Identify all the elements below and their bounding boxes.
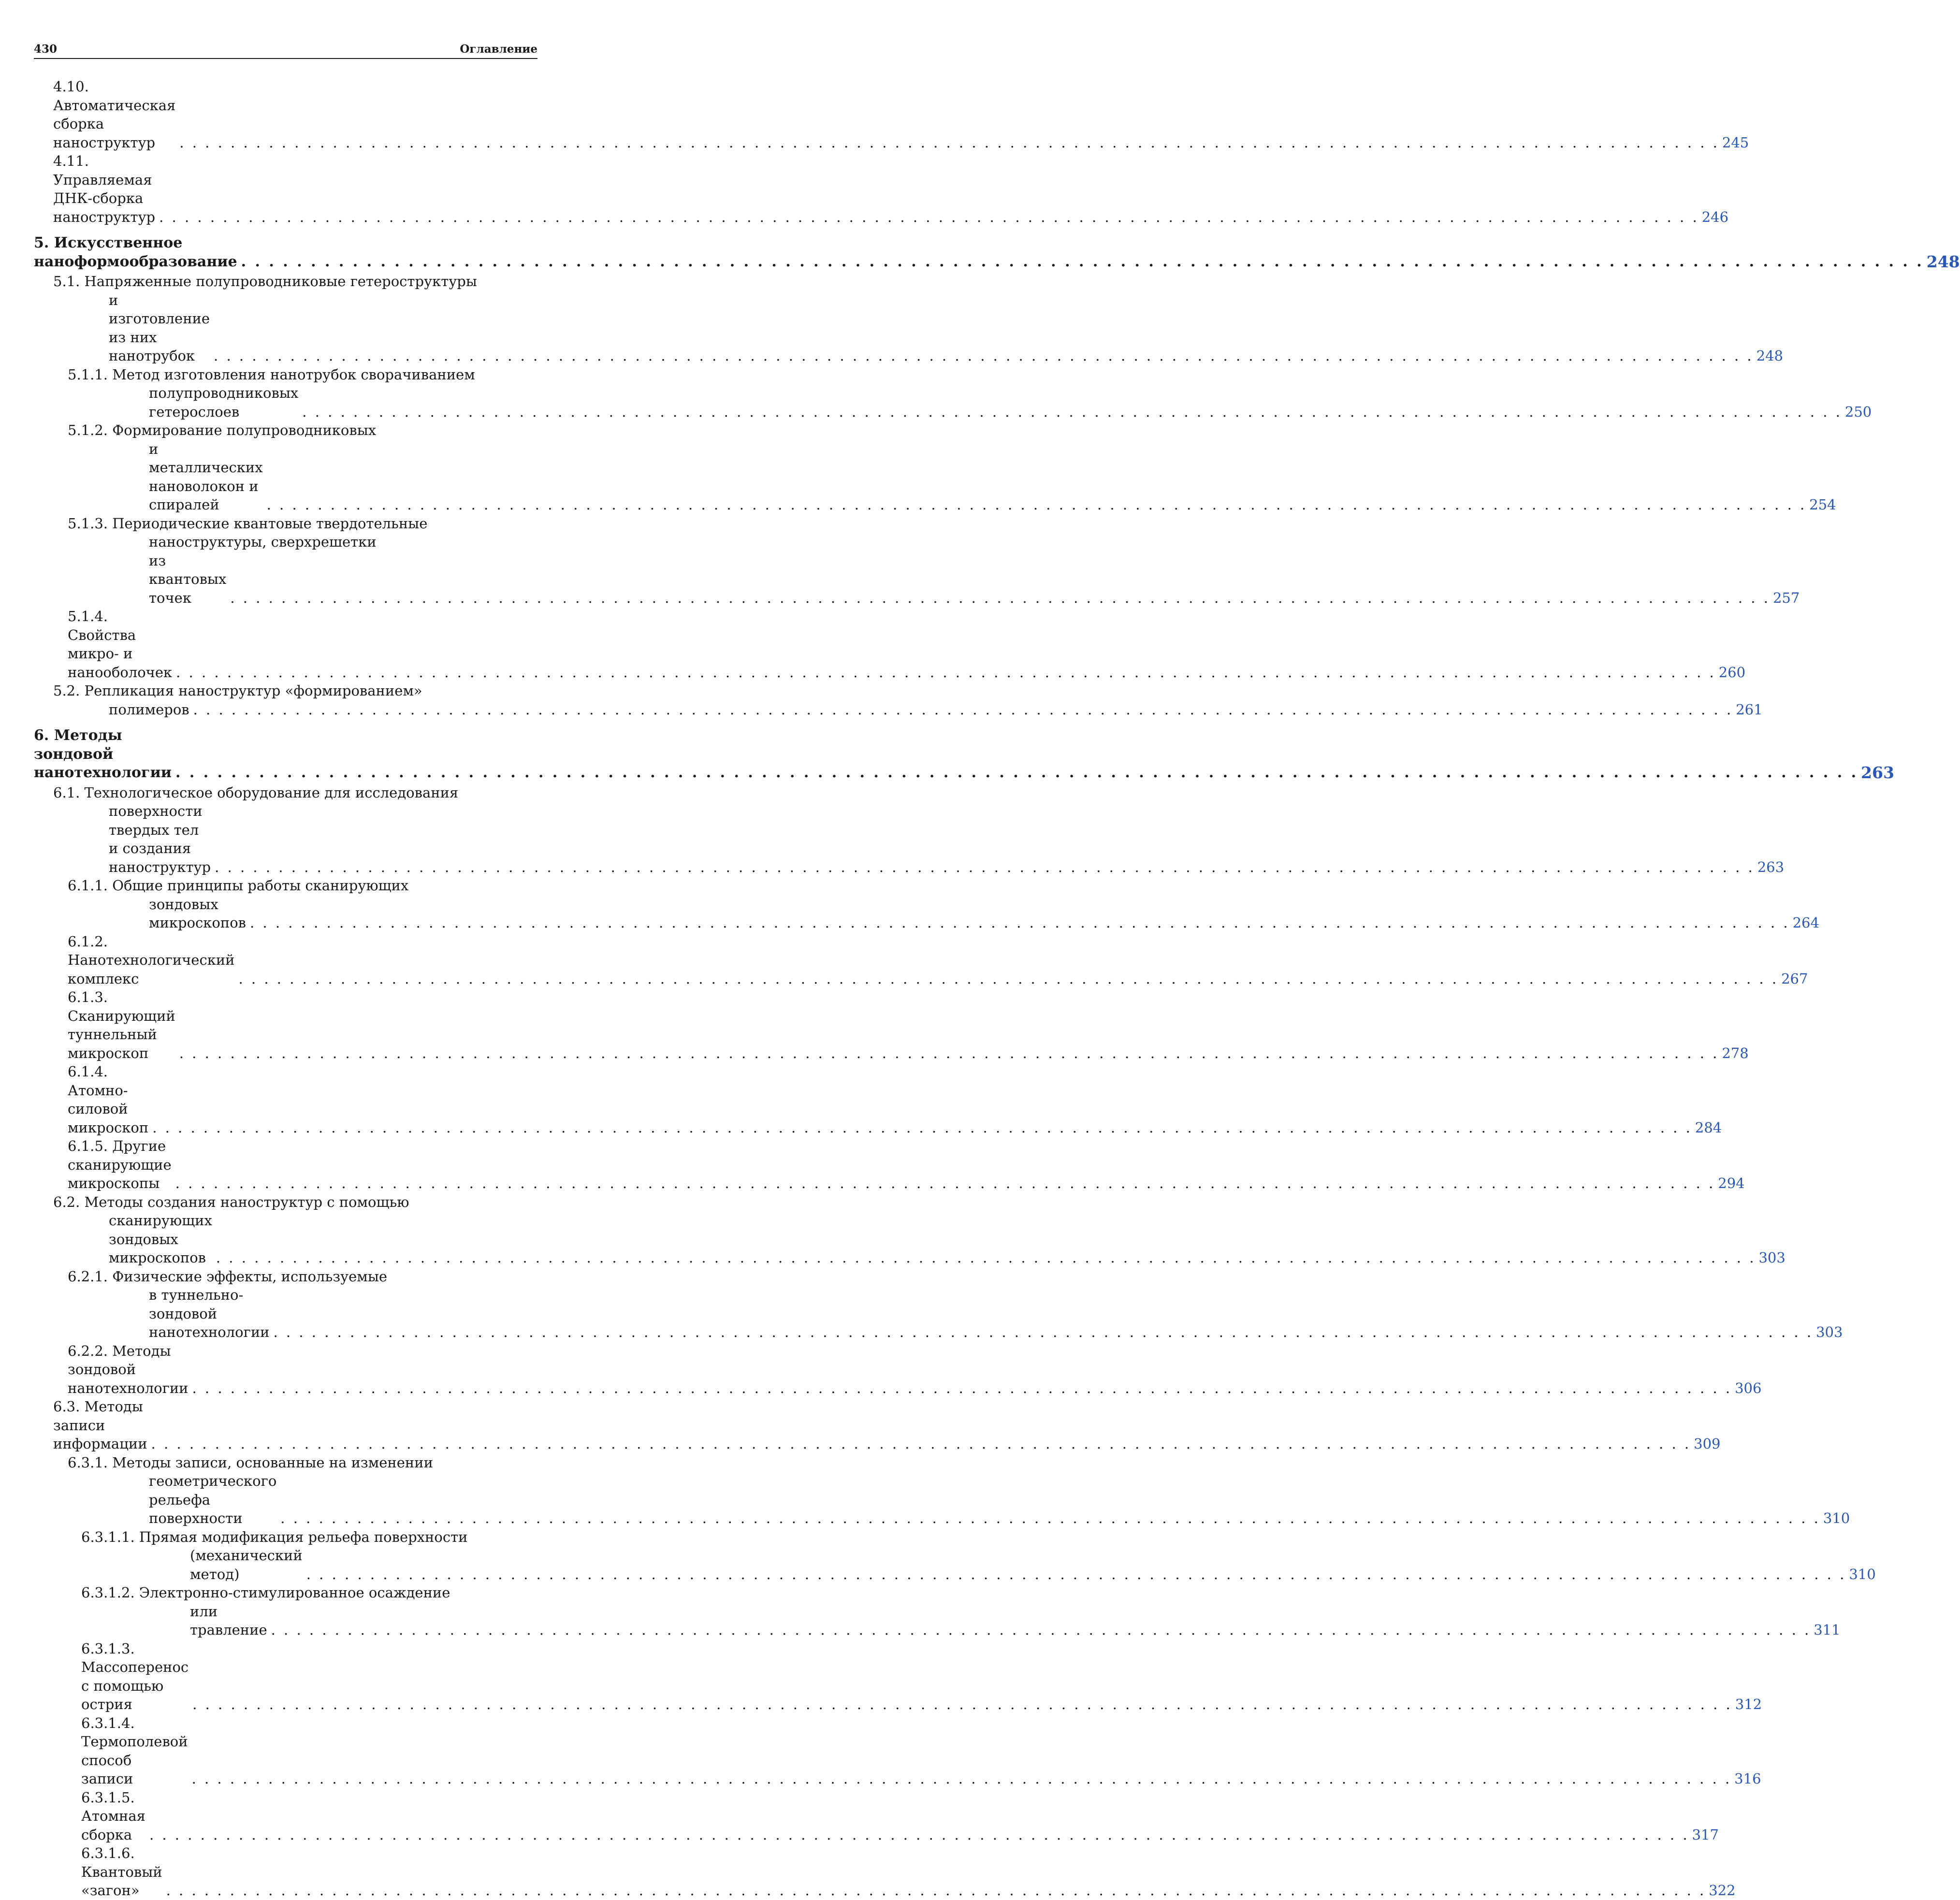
toc-entry-title: 6.1.2. Нанотехнологический комплекс	[68, 933, 235, 987]
toc-entry-title: полупроводниковых гетерослоев	[149, 385, 299, 420]
dot-leader	[193, 700, 1733, 719]
toc-entry-title: 4.11. Управляемая ДНК-сборка наноструктур	[53, 153, 156, 225]
dot-leader	[215, 858, 1755, 877]
toc-entry-title: геометрического рельефа поверхности	[149, 1473, 277, 1526]
toc-entry	[34, 1267, 1843, 1342]
toc-entry-title: 6.3.1.3. Массоперенос с помощью острия	[81, 1640, 189, 1712]
toc-page-number[interactable]: 261	[1736, 701, 1763, 718]
toc-entry-title: 6.1.5. Другие сканирующие микроскопы	[68, 1138, 172, 1191]
toc-entry	[34, 1844, 1736, 1900]
toc-page-number[interactable]: 306	[1735, 1379, 1762, 1396]
table-of-contents	[34, 77, 1960, 1900]
toc-entry	[34, 1788, 1719, 1844]
dot-leader	[179, 1044, 1719, 1063]
toc-page-number[interactable]: 267	[1781, 970, 1808, 987]
toc-page-number[interactable]: 245	[1722, 134, 1749, 151]
toc-entry	[34, 1193, 1786, 1267]
toc-chapter	[34, 726, 1894, 783]
toc-entry	[34, 1639, 1762, 1714]
dot-leader	[149, 1826, 1689, 1844]
toc-entry-title: 5.1.4. Свойства микро- и нанооболочек	[68, 608, 173, 681]
toc-entry-title: 6.3.1. Методы записи, основанные на изменении	[68, 1454, 433, 1471]
dot-leader	[250, 914, 1790, 932]
toc-entry	[34, 1528, 1876, 1584]
dot-leader	[280, 1509, 1820, 1528]
toc-entry	[34, 1137, 1745, 1193]
toc-entry	[34, 682, 1763, 719]
toc-page-number[interactable]: 248	[1756, 348, 1784, 364]
dot-leader	[271, 1621, 1811, 1639]
toc-entry-title: и изготовление из них нанотрубок	[109, 291, 210, 364]
dot-leader	[306, 1565, 1846, 1584]
toc-entry	[34, 272, 1784, 365]
toc-entry-title: сканирующих зондовых микроскопов	[109, 1212, 212, 1266]
toc-entry	[34, 607, 1746, 682]
dot-leader	[192, 1769, 1732, 1788]
toc-page-number[interactable]: 248	[1926, 252, 1960, 271]
toc-entry	[34, 1583, 1841, 1639]
dot-leader	[238, 970, 1778, 988]
toc-entry-title: (механический метод)	[190, 1547, 303, 1582]
toc-entry-title: 4.10. Автоматическая сборка наноструктур	[53, 78, 176, 151]
toc-page-number[interactable]: 303	[1816, 1324, 1843, 1340]
dot-leader	[273, 1323, 1813, 1342]
toc-page-number[interactable]: 310	[1849, 1566, 1876, 1582]
toc-entry-title: 6.1.4. Атомно-силовой микроскоп	[68, 1063, 149, 1136]
toc-entry	[34, 77, 1749, 152]
toc-page-number[interactable]: 263	[1757, 858, 1785, 875]
toc-page-number[interactable]: 254	[1809, 496, 1836, 513]
toc-entry	[34, 783, 1785, 877]
toc-page-number[interactable]: 263	[1861, 763, 1894, 782]
dot-leader	[159, 208, 1699, 227]
toc-page-number[interactable]: 309	[1694, 1436, 1721, 1452]
toc-page-number[interactable]: 246	[1701, 208, 1729, 225]
dot-leader	[175, 764, 1858, 783]
dot-leader	[241, 253, 1924, 272]
page-header	[34, 42, 537, 59]
toc-entry-title: наноструктуры, сверхрешетки	[149, 534, 377, 550]
toc-entry-title: 6.1.3. Сканирующий туннельный микроскоп	[68, 989, 175, 1061]
toc-entry-title: 6.3.1.1. Прямая модификация рельефа поверхности	[81, 1528, 468, 1545]
dot-leader	[152, 1118, 1692, 1137]
dot-leader	[151, 1435, 1691, 1453]
toc-page-number[interactable]: 317	[1692, 1826, 1719, 1843]
toc-entry-title: или травление	[190, 1603, 267, 1638]
dot-leader	[214, 347, 1754, 365]
toc-page-number[interactable]: 257	[1772, 589, 1800, 606]
toc-page-number[interactable]: 260	[1718, 664, 1746, 681]
toc-page-number[interactable]: 264	[1792, 914, 1819, 931]
toc-entry-title: 6.2.1. Физические эффекты, используемые	[68, 1268, 388, 1285]
toc-page-number[interactable]: 303	[1758, 1249, 1786, 1266]
dot-leader	[192, 1695, 1732, 1714]
page-number: 430	[34, 43, 58, 56]
toc-page-number[interactable]: 294	[1718, 1175, 1745, 1191]
toc-entry	[34, 421, 1836, 514]
toc-entry-title: 6.2.2. Методы зондовой нанотехнологии	[68, 1342, 189, 1396]
dot-leader	[267, 495, 1807, 514]
toc-entry	[34, 1397, 1721, 1453]
toc-entry-title: и металлических нановолокон и спиралей	[149, 440, 263, 513]
dot-leader	[176, 663, 1716, 682]
toc-page-number[interactable]: 310	[1823, 1510, 1850, 1526]
toc-entry-title: 6.1.1. Общие принципы работы сканирующих	[68, 877, 409, 894]
toc-page-number[interactable]: 322	[1709, 1882, 1736, 1899]
dot-leader	[192, 1379, 1732, 1398]
dot-leader	[179, 133, 1719, 152]
toc-entry	[34, 1453, 1850, 1528]
toc-page-number[interactable]: 316	[1734, 1770, 1761, 1787]
toc-page-number[interactable]: 278	[1722, 1044, 1749, 1061]
toc-entry	[34, 932, 1808, 988]
dot-leader	[302, 403, 1842, 421]
toc-entry-title: 6.3.1.4. Термополевой способ записи	[81, 1714, 188, 1787]
toc-entry-title: 5.2. Репликация наноструктур «формированием»	[53, 682, 422, 699]
toc-entry	[34, 1062, 1722, 1137]
toc-page-number[interactable]: 250	[1844, 403, 1872, 420]
toc-entry	[34, 988, 1749, 1062]
toc-page-number[interactable]: 284	[1695, 1119, 1722, 1136]
toc-entry-title: из квантовых точек	[149, 552, 227, 606]
toc-chapter	[34, 234, 1960, 271]
dot-leader	[166, 1881, 1706, 1900]
toc-entry-title: 5.1.3. Периодические квантовые твердотельные	[68, 515, 428, 532]
dot-leader	[175, 1174, 1715, 1193]
toc-entry-title: 6.3.1.2. Электронно-стимулированное осаждение	[81, 1584, 450, 1601]
dot-leader	[230, 589, 1770, 608]
toc-entry-title: 5.1.1. Метод изготовления нанотрубок сворачиванием	[68, 366, 475, 383]
toc-entry-title: 5. Искусственное наноформообразование	[34, 234, 237, 270]
toc-entry	[34, 1714, 1761, 1788]
toc-entry-title: зондовых микроскопов	[149, 896, 246, 931]
running-title: Оглавление	[460, 43, 537, 56]
toc-entry-title: полимеров	[109, 701, 189, 718]
toc-entry	[34, 514, 1800, 608]
toc-entry	[34, 876, 1819, 932]
toc-entry-title: в туннельно-зондовой нанотехнологии	[149, 1287, 270, 1340]
toc-page-number[interactable]: 312	[1735, 1696, 1762, 1712]
toc-entry-title: 6.1. Технологическое оборудование для исследования	[53, 784, 459, 801]
toc-entry	[34, 365, 1872, 421]
toc-entry-title: 6.3.1.5. Атомная сборка	[81, 1789, 145, 1843]
toc-entry-title: 5.1. Напряженные полупроводниковые гетероструктуры	[53, 273, 477, 290]
toc-entry	[34, 152, 1729, 226]
toc-entry	[34, 1342, 1762, 1398]
toc-page-number[interactable]: 311	[1814, 1622, 1841, 1638]
toc-entry-title: поверхности твердых тел и создания наноструктур	[109, 803, 211, 875]
toc-entry-title: 6.3. Методы записи информации	[53, 1398, 147, 1452]
dot-leader	[216, 1248, 1756, 1267]
toc-entry-title: 6.3.1.6. Квантовый «загон»	[81, 1845, 162, 1899]
toc-entry-title: 6. Методы зондовой нанотехнологии	[34, 727, 172, 781]
toc-entry-title: 5.1.2. Формирование полупроводниковых	[68, 422, 377, 438]
toc-entry-title: 6.2. Методы создания наноструктур с помощью	[53, 1193, 409, 1210]
